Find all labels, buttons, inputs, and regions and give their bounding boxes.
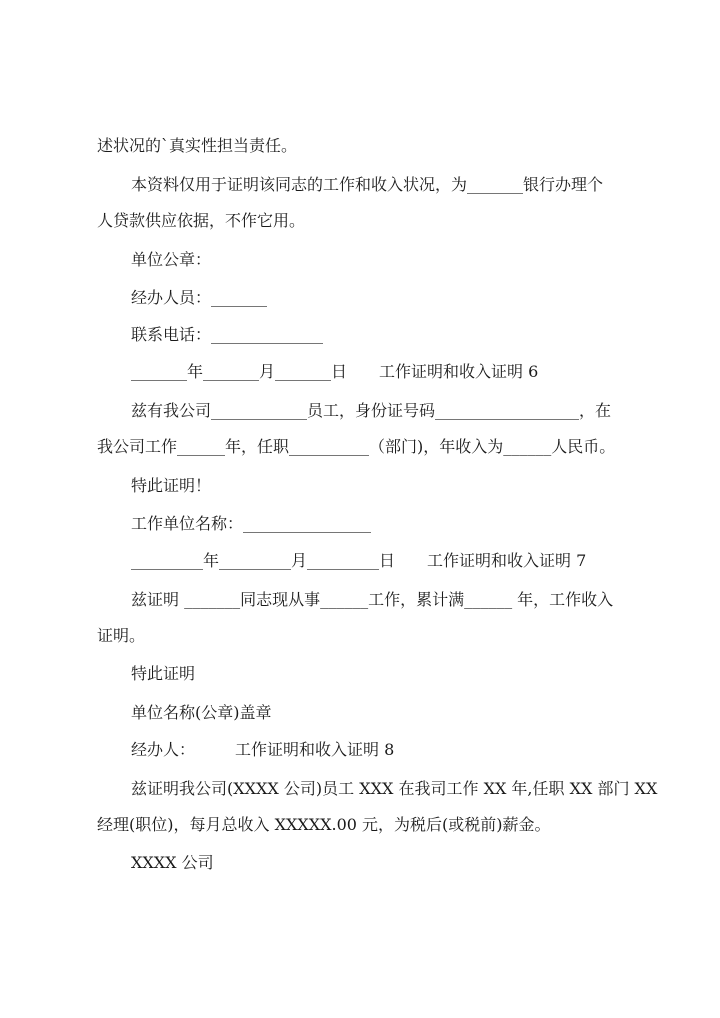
text-line-7: _______年_______月_______日 工作证明和收入证明 6 — [131, 362, 539, 381]
text-line-13: 兹证明 _______同志现从事______工作，累计满______ 年，工作收入 — [131, 590, 614, 609]
text-line-6: 联系电话：______________ — [131, 325, 324, 344]
text-line-20: XXXX 公司 — [131, 853, 214, 872]
text-line-8: 兹有我公司____________员工，身份证号码__________________，在 — [131, 401, 612, 420]
text-line-4: 单位公章： — [131, 250, 212, 269]
text-line-5: 经办人员：_______ — [131, 288, 268, 307]
text-line-3: 人贷款供应依据，不作它用。 — [97, 211, 306, 230]
text-line-19: 经理(职位)，每月总收入 XXXXX.00 元，为税后(或税前)薪金。 — [97, 815, 551, 834]
text-line-10: 特此证明！ — [131, 476, 212, 495]
text-line-12: _________年_________月_________日 工作证明和收入证明 7 — [131, 551, 587, 570]
text-line-9: 我公司工作______年，任职__________（部门)，年收入为______人民币。 — [97, 437, 616, 456]
text-line-2: 本资料仅用于证明该同志的工作和收入状况，为_______银行办理个 — [131, 175, 604, 194]
text-line-17: 经办人： 工作证明和收入证明 8 — [131, 740, 395, 759]
text-line-15: 特此证明 — [131, 664, 196, 683]
text-line-14: 证明。 — [97, 626, 146, 645]
text-line-1: 述状况的`真实性担当责任。 — [97, 136, 298, 155]
text-line-16: 单位名称(公章)盖章 — [131, 703, 272, 722]
text-line-11: 工作单位名称：________________ — [131, 514, 372, 533]
text-line-18: 兹证明我公司(XXXX 公司)员工 XXX 在我司工作 XX 年,任职 XX 部门 XX — [131, 779, 658, 798]
